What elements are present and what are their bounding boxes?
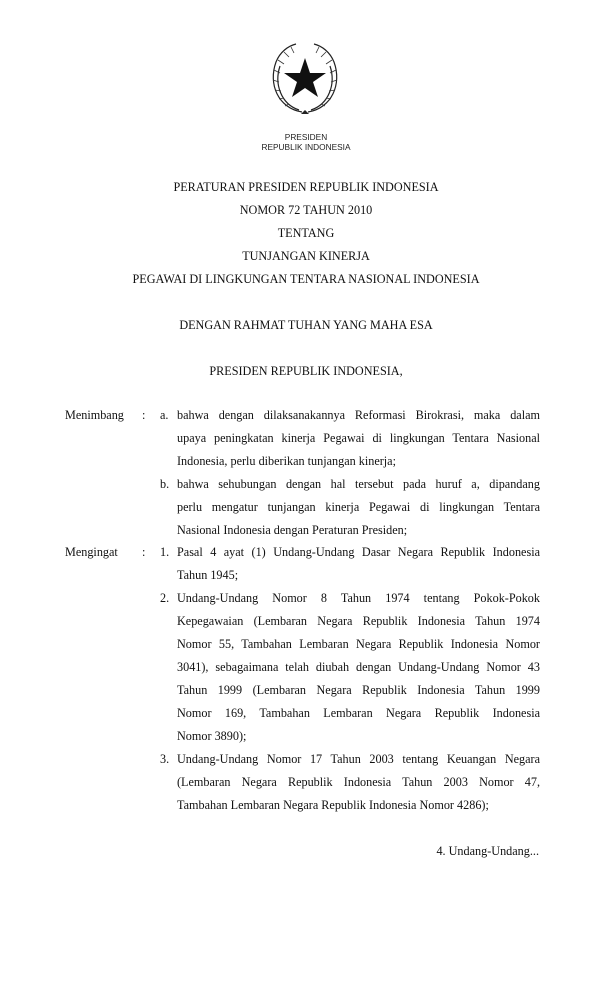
item-marker: 1.: [160, 545, 170, 559]
item-line: Nomor 169, Tambahan Lembaran Negara Republik Indonesia: [177, 706, 540, 720]
item-line: Nomor 3890);: [177, 729, 247, 743]
item-line: Undang-Undang Nomor 8 Tahun 1974 tentang Pokok-Pokok: [177, 591, 540, 605]
item-line: Indonesia, perlu diberikan tunjangan kinerja;: [177, 454, 396, 468]
continuation-note: 4. Undang-Undang...: [436, 844, 539, 858]
regulation-title: PERATURAN PRESIDEN REPUBLIK INDONESIA: [173, 180, 439, 194]
invocation: DENGAN RAHMAT TUHAN YANG MAHA ESA: [179, 318, 433, 332]
item-line: bahwa sehubungan dengan hal tersebut pada huruf a, dipandang: [177, 477, 540, 491]
item-line: (Lembaran Negara Republik Indonesia Tahun 2003 Nomor 47,: [177, 775, 540, 789]
item-line: Pasal 4 ayat (1) Undang-Undang Dasar Negara Republik Indonesia: [177, 545, 540, 559]
institution-line-2: REPUBLIK INDONESIA: [261, 142, 351, 152]
section-label: Menimbang: [65, 408, 124, 422]
item-line: Nomor 55, Tambahan Lembaran Negara Republik Indonesia Nomor: [177, 637, 540, 651]
institution-line-1: PRESIDEN: [284, 132, 328, 142]
item-line: perlu mengatur tunjangan kinerja Pegawai di lingkungan Tentara: [177, 500, 540, 514]
section-colon: :: [142, 545, 146, 559]
item-line: Tambahan Lembaran Negara Republik Indonesia Nomor 4286);: [177, 798, 489, 812]
section-label: Mengingat: [65, 545, 118, 559]
item-marker: 3.: [160, 752, 170, 766]
item-line: Kepegawaian (Lembaran Negara Republik Indonesia Tahun 1974: [177, 614, 540, 628]
item-line: Tahun 1945;: [177, 568, 239, 582]
item-marker: 2.: [160, 591, 170, 605]
item-line: Nasional Indonesia dengan Peraturan Presiden;: [177, 523, 408, 537]
regulation-subject: TUNJANGAN KINERJA: [242, 249, 370, 263]
item-line: Tahun 1999 (Lembaran Negara Republik Indonesia Tahun 1999: [177, 683, 540, 697]
section-colon: :: [142, 408, 146, 422]
item-marker: a.: [160, 408, 169, 422]
garuda-presidential-emblem-icon: [266, 40, 344, 120]
item-line: 3041), sebagaimana telah diubah dengan Undang-Undang Nomor 43: [177, 660, 540, 674]
item-line: upaya peningkatan kinerja Pegawai di lingkungan Tentara Nasional: [177, 431, 540, 445]
regulation-number: NOMOR 72 TAHUN 2010: [239, 203, 373, 217]
regulation-about: TENTANG: [277, 226, 335, 240]
item-line: Undang-Undang Nomor 17 Tahun 2003 tentang Keuangan Negara: [177, 752, 540, 766]
president-heading: PRESIDEN REPUBLIK INDONESIA,: [209, 364, 403, 378]
item-line: bahwa dengan dilaksanakannya Reformasi Birokrasi, maka dalam: [177, 408, 540, 422]
regulation-subject-2: PEGAWAI DI LINGKUNGAN TENTARA NASIONAL INDONESIA: [132, 272, 480, 286]
item-marker: b.: [160, 477, 170, 491]
